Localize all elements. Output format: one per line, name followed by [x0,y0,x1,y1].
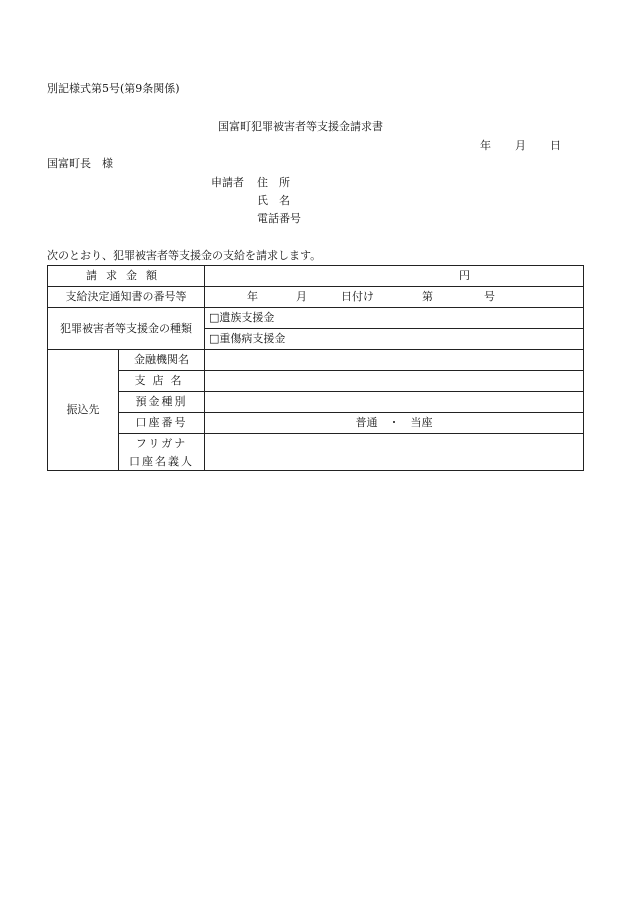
furigana-label: フリガナ [135,437,188,451]
request-statement: 次のとおり、犯罪被害者等支援金の支給を請求します。 [47,249,322,262]
date-year-label: 年 [480,139,491,152]
amount-input-cell[interactable] [205,266,584,287]
furigana-row [48,434,584,455]
transfer-label-cell [48,350,119,471]
notice-month: 月 [296,290,307,303]
notice-label: 支給決定通知書の番号等 [65,290,187,303]
account-type-options[interactable]: 普通 ・ 当座 [355,416,433,429]
furigana-label-cell [119,434,205,455]
bank-label: 金融機関名 [134,353,189,366]
holder-label-cell [119,455,205,471]
bank-label-cell [119,350,205,371]
date-day-label: 日 [550,139,561,152]
amount-unit: 円 [459,269,470,282]
request-form-table [47,265,584,471]
branch-row [48,371,584,392]
account-number-row [48,413,584,434]
kind-row-1 [48,308,584,329]
account-number-label: 口座番号 [135,416,188,429]
notice-dai: 第 [422,290,433,303]
notice-input-cell[interactable] [205,287,584,308]
notice-dated: 日付け [341,290,374,303]
notice-year: 年 [247,290,258,303]
bank-row [48,350,584,371]
transfer-label: 振込先 [66,403,100,416]
kind-label-cell [48,308,205,350]
account-number-label-cell [119,413,205,434]
amount-row [48,266,584,287]
notice-label-cell [48,287,205,308]
notice-row [48,287,584,308]
notice-go: 号 [484,290,495,303]
amount-label-cell [48,266,205,287]
branch-input-cell[interactable] [205,371,584,392]
date-month-label: 月 [515,139,526,152]
document-title: 国富町犯罪被害者等支援金請求書 [218,120,383,133]
bereaved-support-checkbox[interactable]: □遺族支援金 [209,311,275,324]
kind-option-bereaved[interactable] [205,308,584,329]
deposit-type-input-cell[interactable] [205,392,584,413]
serious-injury-support-checkbox[interactable]: □重傷病支援金 [209,332,286,345]
bank-input-cell[interactable] [205,350,584,371]
kind-label: 犯罪被害者等支援金の種類 [60,321,192,335]
phone-label: 電話番号 [257,212,301,225]
addressee: 国富町長 様 [47,157,113,170]
address-label: 住 所 [257,176,290,189]
deposit-type-label: 預金種別 [135,395,188,408]
name-label: 氏 名 [257,194,290,207]
holder-label: 口座名義人 [129,455,194,469]
amount-label: 請求金額 [86,269,166,282]
applicant-label: 申請者 [211,176,244,189]
account-holder-input-cell[interactable] [205,434,584,471]
form-reference: 別記様式第5号(第9条関係) [47,82,180,95]
kind-option-injury[interactable] [205,329,584,350]
account-number-input-cell[interactable] [205,413,584,434]
deposit-type-label-cell [119,392,205,413]
branch-label-cell [119,371,205,392]
deposit-type-row [48,392,584,413]
branch-label: 支店名 [134,374,189,387]
